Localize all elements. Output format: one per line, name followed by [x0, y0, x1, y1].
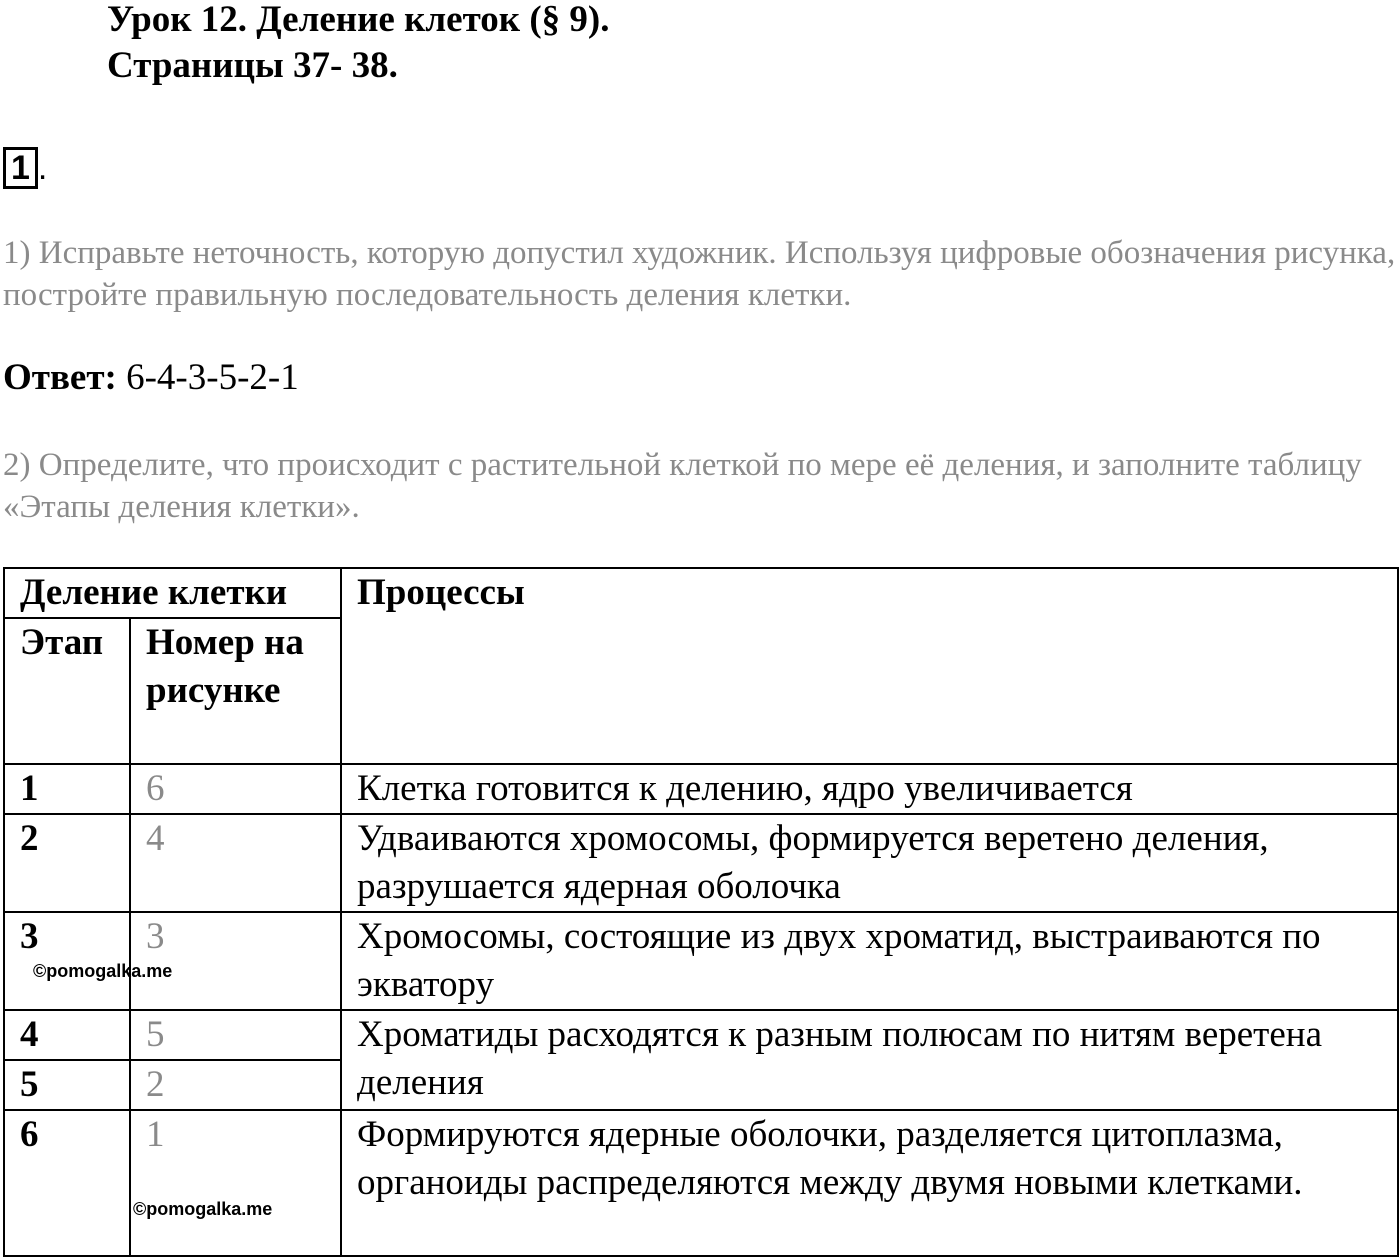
number-cell: 2: [130, 1060, 341, 1110]
table-header-row: [4, 568, 1398, 618]
stage-value: 3: [20, 916, 39, 957]
stages-table: [3, 567, 1399, 1257]
number-value: 1: [146, 1114, 165, 1155]
stage-cell: 2: [4, 814, 130, 912]
task-number-suffix: .: [37, 149, 48, 187]
watermark: ©pomogalka.me: [33, 961, 173, 981]
table-row: [4, 1010, 1398, 1060]
table-row: [4, 764, 1398, 814]
header-cell-division: Деление клетки: [4, 568, 341, 618]
question-2: 2) Определите, что происходит с растительной клеткой по мере её деления, и заполните таблицу «Этапы деления клетки».: [3, 447, 1362, 525]
process-cell: Формируются ядерные оболочки, разделяется цитоплазма, органоиды распределяются между двумя новыми клетками.: [341, 1110, 1398, 1256]
number-cell: 5: [130, 1010, 341, 1060]
number-cell: 4: [130, 814, 341, 912]
number-cell: [130, 1110, 341, 1256]
task-number: [3, 147, 47, 189]
stage-cell: 5: [4, 1060, 130, 1110]
header-cell-processes: Процессы: [341, 568, 1398, 764]
stage-cell: 6: [4, 1110, 130, 1256]
header-cell-stage: Этап: [4, 618, 130, 764]
watermark: ©pomogalka.me: [133, 1199, 273, 1219]
task-number-box: 1: [3, 147, 38, 189]
pages-subtitle: Страницы 37- 38.: [107, 45, 398, 86]
process-cell: Клетка готовится к делению, ядро увеличивается: [341, 764, 1398, 814]
answer: [3, 356, 299, 400]
stage-cell: 1: [4, 764, 130, 814]
number-cell: 3: [130, 912, 341, 1010]
table-row: [4, 814, 1398, 912]
question-1: 1) Исправьте неточность, которую допустил художник. Используя цифровые обозначения рисунка, постройте правильную последовательность деления клетки.: [3, 235, 1396, 313]
lesson-title: Урок 12. Деление клеток (§ 9).: [107, 0, 610, 40]
answer-value: 6-4-3-5-2-1: [116, 357, 299, 398]
table-row: [4, 1110, 1398, 1256]
stage-cell: 4: [4, 1010, 130, 1060]
number-cell: 6: [130, 764, 341, 814]
process-cell: Удваиваются хромосомы, формируется веретено деления, разрушается ядерная оболочка: [341, 814, 1398, 912]
answer-label: Ответ:: [3, 357, 117, 398]
header-cell-number: Номер на рисунке: [130, 618, 341, 764]
process-cell: Хромосомы, состоящие из двух хроматид, выстраиваются по экватору: [341, 912, 1398, 1010]
stage-cell: [4, 912, 173, 1010]
table-row: [4, 912, 1398, 1010]
process-cell: Хроматиды расходятся к разным полюсам по нитям веретена деления: [341, 1010, 1398, 1110]
